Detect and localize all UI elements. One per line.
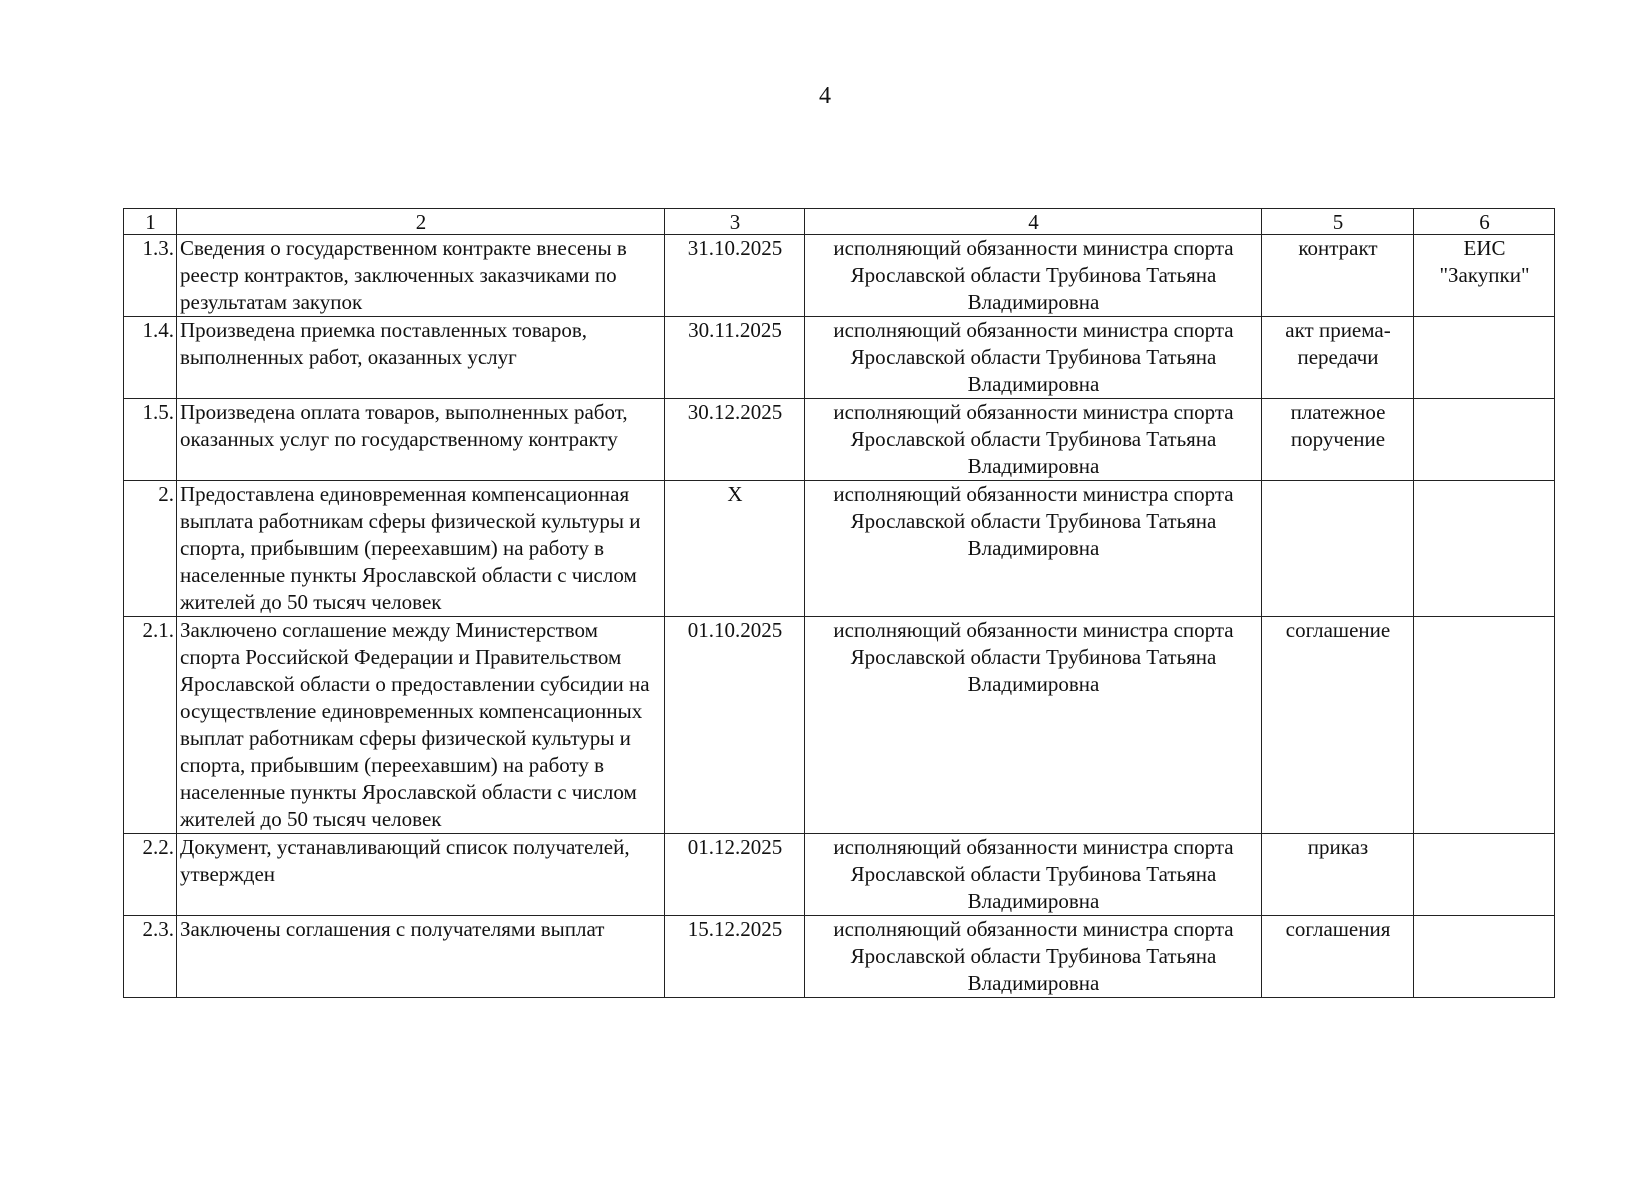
row-document-type: соглашение <box>1262 617 1414 834</box>
column-header-document: 5 <box>1262 209 1414 235</box>
row-deadline: 30.12.2025 <box>665 399 805 481</box>
table-row <box>124 916 1555 998</box>
row-number: 2.1. <box>124 617 177 834</box>
column-header-date: 3 <box>665 209 805 235</box>
table-row <box>124 834 1555 916</box>
row-deadline: Х <box>665 481 805 617</box>
row-responsible: исполняющий обязанности министра спорта Ярославской области Трубинова Татьяна Владимировна <box>805 235 1262 317</box>
row-responsible: исполняющий обязанности министра спорта Ярославской области Трубинова Татьяна Владимировна <box>805 317 1262 399</box>
row-responsible: исполняющий обязанности министра спорта Ярославской области Трубинова Татьяна Владимировна <box>805 399 1262 481</box>
row-info-system <box>1414 617 1555 834</box>
row-responsible: исполняющий обязанности министра спорта Ярославской области Трубинова Татьяна Владимировна <box>805 834 1262 916</box>
row-event-name: Сведения о государственном контракте внесены в реестр контрактов, заключенных заказчиками по результатам закупок <box>177 235 665 317</box>
row-deadline: 31.10.2025 <box>665 235 805 317</box>
row-number: 2.2. <box>124 834 177 916</box>
table-header-row <box>124 209 1555 235</box>
row-number: 2.3. <box>124 916 177 998</box>
table-row <box>124 235 1555 317</box>
row-deadline: 30.11.2025 <box>665 317 805 399</box>
row-event-name: Документ, устанавливающий список получателей, утвержден <box>177 834 665 916</box>
page-number: 4 <box>819 83 831 109</box>
row-event-name: Произведена оплата товаров, выполненных работ, оказанных услуг по государственному контракту <box>177 399 665 481</box>
table-row <box>124 617 1555 834</box>
table-row <box>124 481 1555 617</box>
row-event-name: Заключены соглашения с получателями выплат <box>177 916 665 998</box>
row-deadline: 01.10.2025 <box>665 617 805 834</box>
column-header-system: 6 <box>1414 209 1555 235</box>
row-info-system: ЕИС "Закупки" <box>1414 235 1555 317</box>
row-number: 1.5. <box>124 399 177 481</box>
column-header-name: 2 <box>177 209 665 235</box>
row-responsible: исполняющий обязанности министра спорта Ярославской области Трубинова Татьяна Владимировна <box>805 617 1262 834</box>
row-number: 2. <box>124 481 177 617</box>
row-event-name: Произведена приемка поставленных товаров, выполненных работ, оказанных услуг <box>177 317 665 399</box>
row-info-system <box>1414 481 1555 617</box>
row-number: 1.4. <box>124 317 177 399</box>
row-responsible: исполняющий обязанности министра спорта Ярославской области Трубинова Татьяна Владимировна <box>805 916 1262 998</box>
row-document-type <box>1262 481 1414 617</box>
row-info-system <box>1414 916 1555 998</box>
table-row <box>124 317 1555 399</box>
table-row <box>124 399 1555 481</box>
row-document-type: акт приема-передачи <box>1262 317 1414 399</box>
row-deadline: 15.12.2025 <box>665 916 805 998</box>
column-header-responsible: 4 <box>805 209 1262 235</box>
row-event-name: Предоставлена единовременная компенсационная выплата работникам сферы физической культуры и спорта, прибывшим (переехавшим) на работу в населенные пункты Ярославской области с числом жителей до 50 тысяч человек <box>177 481 665 617</box>
row-event-name: Заключено соглашение между Министерством спорта Российской Федерации и Правительством Ярославской области о предоставлении субсидии на осуществление единовременных компенсационных выплат работникам сферы физической культуры и спорта, прибывшим (переехавшим) на работу в населенные пункты Ярославской области с числом жителей до 50 тысяч человек <box>177 617 665 834</box>
row-responsible: исполняющий обязанности министра спорта Ярославской области Трубинова Татьяна Владимировна <box>805 481 1262 617</box>
row-info-system <box>1414 399 1555 481</box>
row-document-type: контракт <box>1262 235 1414 317</box>
row-info-system <box>1414 834 1555 916</box>
row-document-type: платежное поручение <box>1262 399 1414 481</box>
row-document-type: приказ <box>1262 834 1414 916</box>
row-info-system <box>1414 317 1555 399</box>
row-number: 1.3. <box>124 235 177 317</box>
row-deadline: 01.12.2025 <box>665 834 805 916</box>
plan-table <box>123 208 1555 998</box>
column-header-number: 1 <box>124 209 177 235</box>
row-document-type: соглашения <box>1262 916 1414 998</box>
